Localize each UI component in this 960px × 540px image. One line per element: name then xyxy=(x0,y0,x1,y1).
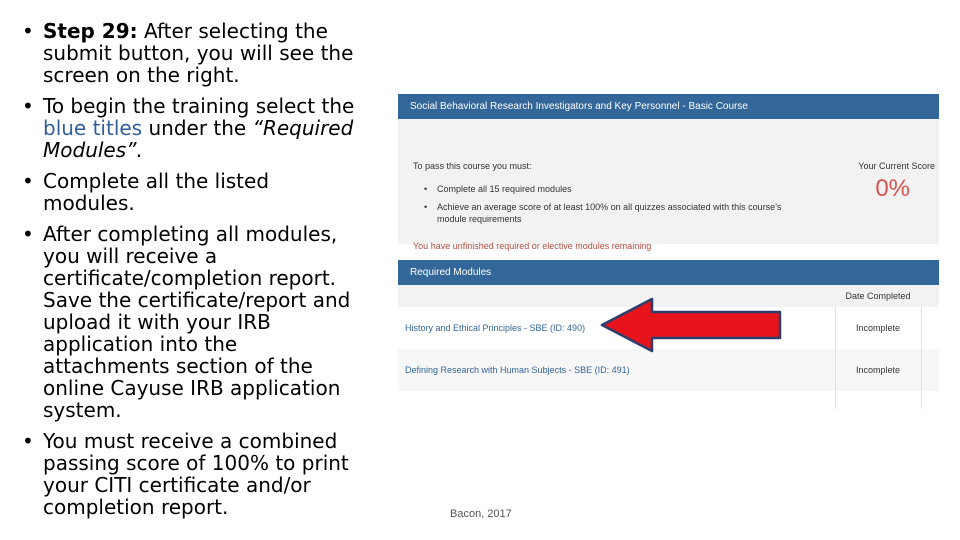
spacer-cell xyxy=(921,285,939,307)
citi-course-screenshot xyxy=(398,94,939,406)
instruction-bullets xyxy=(22,20,367,527)
module-status: Incomplete xyxy=(835,349,921,391)
bullet-text: To begin the training select the xyxy=(43,94,355,118)
course-title-bar: Social Behavioral Research Investigators and Key Personnel - Basic Course xyxy=(398,94,939,119)
score-label: Your Current Score xyxy=(858,161,935,171)
empty-cell xyxy=(835,391,921,409)
pass-requirements-list xyxy=(424,183,784,231)
module-status: Incomplete xyxy=(835,307,921,349)
footer-credit: Bacon, 2017 xyxy=(450,508,512,520)
date-completed-header: Date Completed xyxy=(835,285,921,307)
blue-titles-text: blue titles xyxy=(43,116,143,140)
step-label: Step 29: xyxy=(43,19,138,43)
bullet-text: under the xyxy=(142,116,253,140)
bullet-step-29 xyxy=(22,20,367,86)
required-modules-heading: Required Modules xyxy=(398,260,939,285)
empty-cell xyxy=(398,391,835,409)
spacer-cell xyxy=(921,307,939,349)
bullet-certificate: • After completing all modules, you will receive a certificate/completion report. Save the certificate/report and upload it with your IRB application into the attachments section of the online Cayuse IRB application system. xyxy=(22,223,367,421)
pass-requirements-intro: To pass this course you must: xyxy=(413,161,532,171)
unfinished-warning: You have unfinished required or elective modules remaining xyxy=(413,241,652,251)
bullet-passing-score: • You must receive a combined passing score of 100% to print your CITI certificate and/or completion report. xyxy=(22,430,367,518)
step-text: After selecting the submit button, you will see the screen on the right. xyxy=(43,19,354,87)
bullet-complete-modules: • Complete all the listed modules. xyxy=(22,170,367,214)
module-link[interactable]: Defining Research with Human Subjects - SBE (ID: 491) xyxy=(398,349,835,391)
course-summary-panel xyxy=(398,119,939,251)
score-value: 0% xyxy=(875,175,910,202)
requirement-item: • Complete all 15 required modules xyxy=(424,183,784,195)
empty-cell xyxy=(921,391,939,409)
spacer-cell xyxy=(921,349,939,391)
requirement-item: • Achieve an average score of at least 100% on all quizzes associated with this course's module requirements xyxy=(424,201,784,225)
left-arrow-icon xyxy=(600,296,784,354)
bullet-begin-training xyxy=(22,95,367,161)
module-link[interactable]: History and Ethical Principles - SBE (ID: 490) xyxy=(398,307,835,349)
required-modules-quote: “Required Modules”. xyxy=(43,116,354,162)
table-row xyxy=(398,349,939,391)
table-row xyxy=(398,391,939,409)
